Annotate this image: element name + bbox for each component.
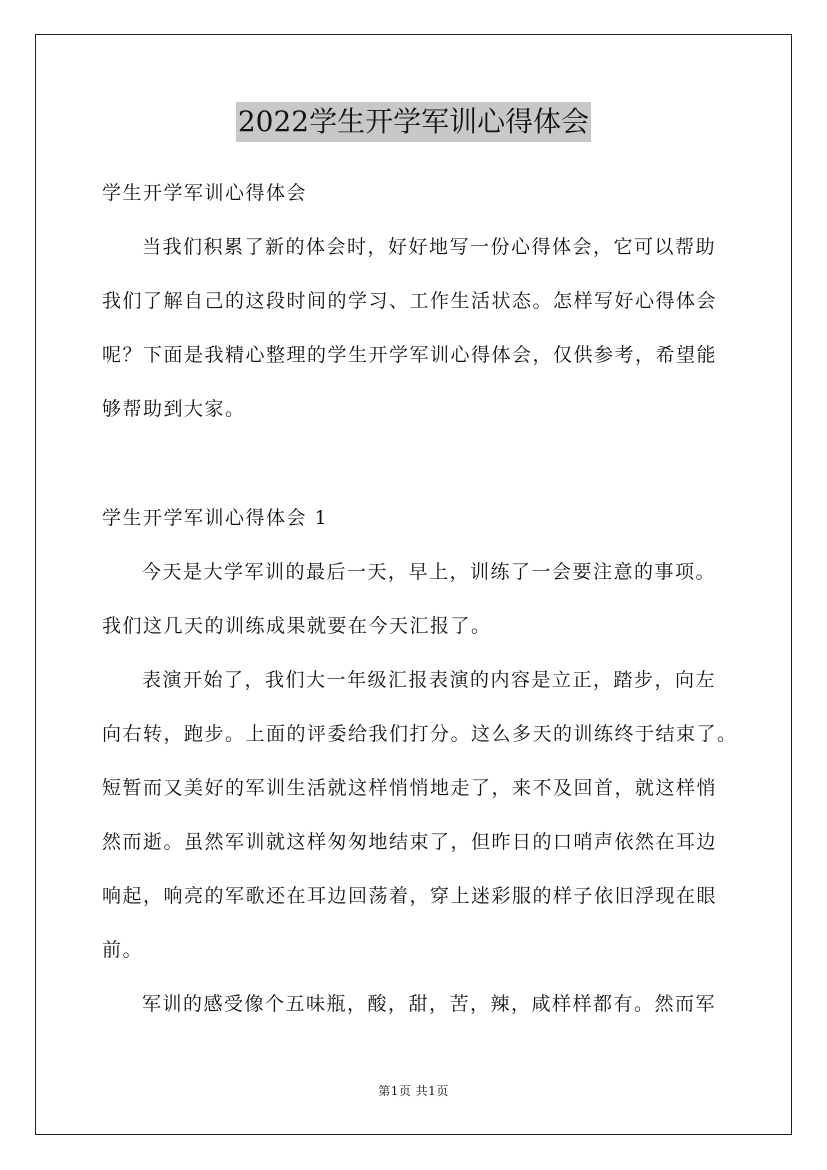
intro-line-2: 我们了解自己的这段时间的学习、工作生活状态。怎样写好心得体会 (102, 290, 718, 312)
para2-line-2: 向右转，跑步。上面的评委给我们打分。这么多天的训练终于结束了。 (102, 723, 738, 745)
para2-line-4: 然而逝。虽然军训就这样匆匆地结束了，但昨日的口哨声依然在耳边 (102, 831, 718, 853)
intro-line-4: 够帮助到大家。 (102, 398, 246, 420)
para1-line-2: 我们这几天的训练成果就要在今天汇报了。 (102, 615, 492, 637)
title-container (0, 102, 827, 142)
page-number-footer: 第1页 共1页 (378, 1084, 449, 1098)
para1-line-1: 今天是大学军训的最后一天，早上，训练了一会要注意的事项。 (142, 561, 717, 583)
document-title: 2022学生开学军训心得体会 (236, 102, 591, 142)
para2-line-5: 响起，响亮的军歌还在耳边回荡着，穿上迷彩服的样子依旧浮现在眼 (102, 885, 718, 907)
section-heading-1: 学生开学军训心得体会 1 (102, 507, 329, 529)
para2-line-3: 短暂而又美好的军训生活就这样悄悄地走了，来不及回首，就这样悄 (102, 777, 718, 799)
intro-line-3: 呢？下面是我精心整理的学生开学军训心得体会，仅供参考，希望能 (102, 344, 718, 366)
intro-line-1: 当我们积累了新的体会时，好好地写一份心得体会，它可以帮助 (142, 236, 717, 258)
section-heading-intro: 学生开学军训心得体会 (102, 182, 308, 204)
para2-line-1: 表演开始了，我们大一年级汇报表演的内容是立正，踏步，向左 (142, 669, 717, 691)
para3-line-1: 军训的感受像个五味瓶，酸，甜，苦，辣，咸样样都有。然而军 (142, 993, 717, 1015)
para2-line-6: 前。 (102, 939, 144, 961)
